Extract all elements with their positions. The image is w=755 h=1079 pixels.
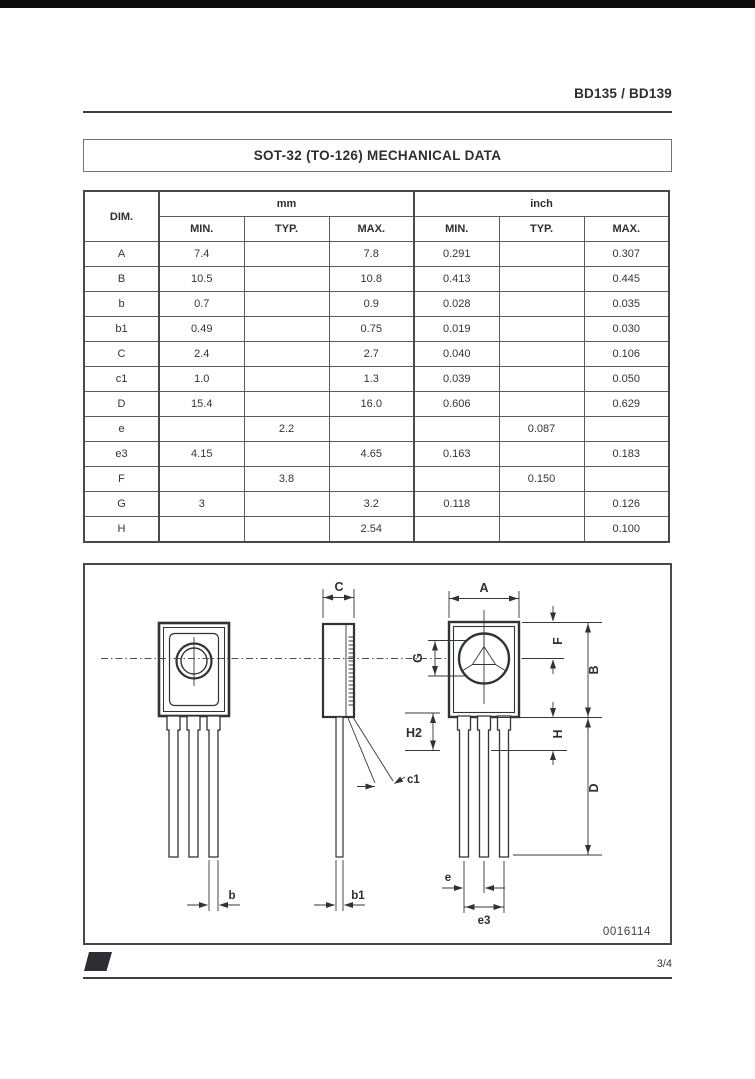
value-cell	[584, 467, 669, 492]
value-cell: 4.15	[159, 442, 244, 467]
dim-C	[323, 580, 354, 618]
value-cell: 10.8	[329, 267, 414, 292]
dim-c1	[357, 774, 420, 787]
value-cell	[329, 467, 414, 492]
value-cell	[499, 292, 584, 317]
value-cell: 0.606	[414, 392, 499, 417]
col-header: MIN.	[159, 217, 244, 242]
dim-label-c1: c1	[407, 774, 420, 786]
table-header-row	[84, 191, 669, 217]
dim-label-b1: b1	[351, 890, 365, 902]
value-cell: 0.183	[584, 442, 669, 467]
dim-b1	[314, 860, 365, 911]
value-cell: 1.0	[159, 367, 244, 392]
dim-e	[442, 861, 505, 913]
st-logo	[83, 951, 113, 977]
value-cell: 0.163	[414, 442, 499, 467]
value-cell	[244, 517, 329, 543]
value-cell: 2.4	[159, 342, 244, 367]
table-row	[84, 392, 669, 417]
table-row	[84, 492, 669, 517]
dim-label-C: C	[334, 580, 344, 594]
value-cell: 2.54	[329, 517, 414, 543]
value-cell: 0.035	[584, 292, 669, 317]
value-cell: 3.8	[244, 467, 329, 492]
value-cell: 1.3	[329, 367, 414, 392]
figure-code: 0016114	[602, 926, 651, 938]
value-cell	[329, 417, 414, 442]
value-cell	[159, 467, 244, 492]
mm-group-header: mm	[159, 191, 414, 217]
back-view	[449, 610, 519, 857]
dim-cell: e	[84, 417, 159, 442]
dim-b	[187, 860, 240, 911]
dim-cell: b	[84, 292, 159, 317]
value-cell	[159, 417, 244, 442]
value-cell	[244, 242, 329, 267]
value-cell	[414, 517, 499, 543]
package-drawing	[85, 565, 670, 943]
dim-cell: F	[84, 467, 159, 492]
st-logo-text: ST	[91, 955, 107, 970]
dim-label-F: F	[551, 637, 565, 645]
value-cell: 0.413	[414, 267, 499, 292]
value-cell	[159, 517, 244, 543]
value-cell	[499, 317, 584, 342]
value-cell: 0.445	[584, 267, 669, 292]
value-cell: 0.030	[584, 317, 669, 342]
dim-cell: H	[84, 517, 159, 543]
value-cell	[499, 367, 584, 392]
value-cell: 0.9	[329, 292, 414, 317]
value-cell: 0.050	[584, 367, 669, 392]
value-cell: 0.019	[414, 317, 499, 342]
dim-cell: c1	[84, 367, 159, 392]
header-rule	[83, 111, 672, 113]
value-cell: 0.118	[414, 492, 499, 517]
value-cell: 0.126	[584, 492, 669, 517]
value-cell	[584, 417, 669, 442]
table-row	[84, 317, 669, 342]
value-cell	[499, 342, 584, 367]
value-cell: 16.0	[329, 392, 414, 417]
top-black-bar	[0, 0, 755, 8]
dim-cell: A	[84, 242, 159, 267]
dim-label-H2: H2	[406, 726, 422, 740]
value-cell	[244, 367, 329, 392]
value-cell: 0.100	[584, 517, 669, 543]
dim-header: DIM.	[84, 191, 159, 242]
value-cell: 2.7	[329, 342, 414, 367]
value-cell: 4.65	[329, 442, 414, 467]
dim-label-b: b	[228, 890, 236, 902]
doc-title: BD135 / BD139	[574, 86, 672, 101]
table-row	[84, 292, 669, 317]
value-cell	[244, 317, 329, 342]
col-header: TYP.	[499, 217, 584, 242]
value-cell: 0.087	[499, 417, 584, 442]
value-cell: 0.7	[159, 292, 244, 317]
dim-F	[522, 606, 602, 674]
dim-cell: e3	[84, 442, 159, 467]
table-row	[84, 242, 669, 267]
value-cell: 0.106	[584, 342, 669, 367]
dim-cell: G	[84, 492, 159, 517]
value-cell	[499, 517, 584, 543]
table-row	[84, 267, 669, 292]
section-title-box	[83, 139, 672, 172]
footer-rule	[83, 977, 672, 979]
value-cell: 2.2	[244, 417, 329, 442]
dim-label-B: B	[587, 665, 601, 675]
dim-label-H: H	[551, 729, 565, 739]
value-cell	[499, 442, 584, 467]
section-title: SOT-32 (TO-126) MECHANICAL DATA	[253, 148, 502, 163]
table-row	[84, 442, 669, 467]
value-cell	[244, 292, 329, 317]
dim-cell: B	[84, 267, 159, 292]
table-row	[84, 367, 669, 392]
value-cell: 0.291	[414, 242, 499, 267]
page-number: 3/4	[656, 958, 672, 970]
value-cell: 10.5	[159, 267, 244, 292]
dim-cell: b1	[84, 317, 159, 342]
dim-label-e: e	[444, 872, 452, 884]
value-cell	[499, 242, 584, 267]
table-row	[84, 342, 669, 367]
dim-H2	[405, 713, 440, 751]
dim-cell: C	[84, 342, 159, 367]
value-cell	[414, 467, 499, 492]
table-row	[84, 417, 669, 442]
value-cell	[244, 342, 329, 367]
value-cell	[499, 492, 584, 517]
value-cell	[244, 492, 329, 517]
col-header: MIN.	[414, 217, 499, 242]
dim-cell: D	[84, 392, 159, 417]
value-cell	[244, 267, 329, 292]
value-cell	[499, 392, 584, 417]
dim-label-D: D	[587, 783, 601, 793]
value-cell	[244, 392, 329, 417]
value-cell	[499, 267, 584, 292]
value-cell: 0.75	[329, 317, 414, 342]
value-cell: 15.4	[159, 392, 244, 417]
dim-label-G: G	[411, 653, 425, 663]
table-row	[84, 467, 669, 492]
value-cell: 0.150	[499, 467, 584, 492]
value-cell: 7.4	[159, 242, 244, 267]
value-cell	[244, 442, 329, 467]
package-drawing-box	[83, 563, 672, 945]
value-cell: 0.49	[159, 317, 244, 342]
value-cell: 3.2	[329, 492, 414, 517]
value-cell: 0.629	[584, 392, 669, 417]
value-cell: 0.040	[414, 342, 499, 367]
value-cell: 7.8	[329, 242, 414, 267]
table-subheader-row	[84, 217, 669, 242]
col-header: MAX.	[584, 217, 669, 242]
value-cell: 0.307	[584, 242, 669, 267]
dim-label-e3: e3	[477, 915, 491, 927]
value-cell: 0.028	[414, 292, 499, 317]
dim-label-A: A	[479, 581, 489, 595]
value-cell: 0.039	[414, 367, 499, 392]
col-header: TYP.	[244, 217, 329, 242]
value-cell	[414, 417, 499, 442]
table-row	[84, 517, 669, 543]
value-cell: 3	[159, 492, 244, 517]
inch-group-header: inch	[414, 191, 669, 217]
col-header: MAX.	[329, 217, 414, 242]
mechanical-data-table	[83, 190, 670, 543]
